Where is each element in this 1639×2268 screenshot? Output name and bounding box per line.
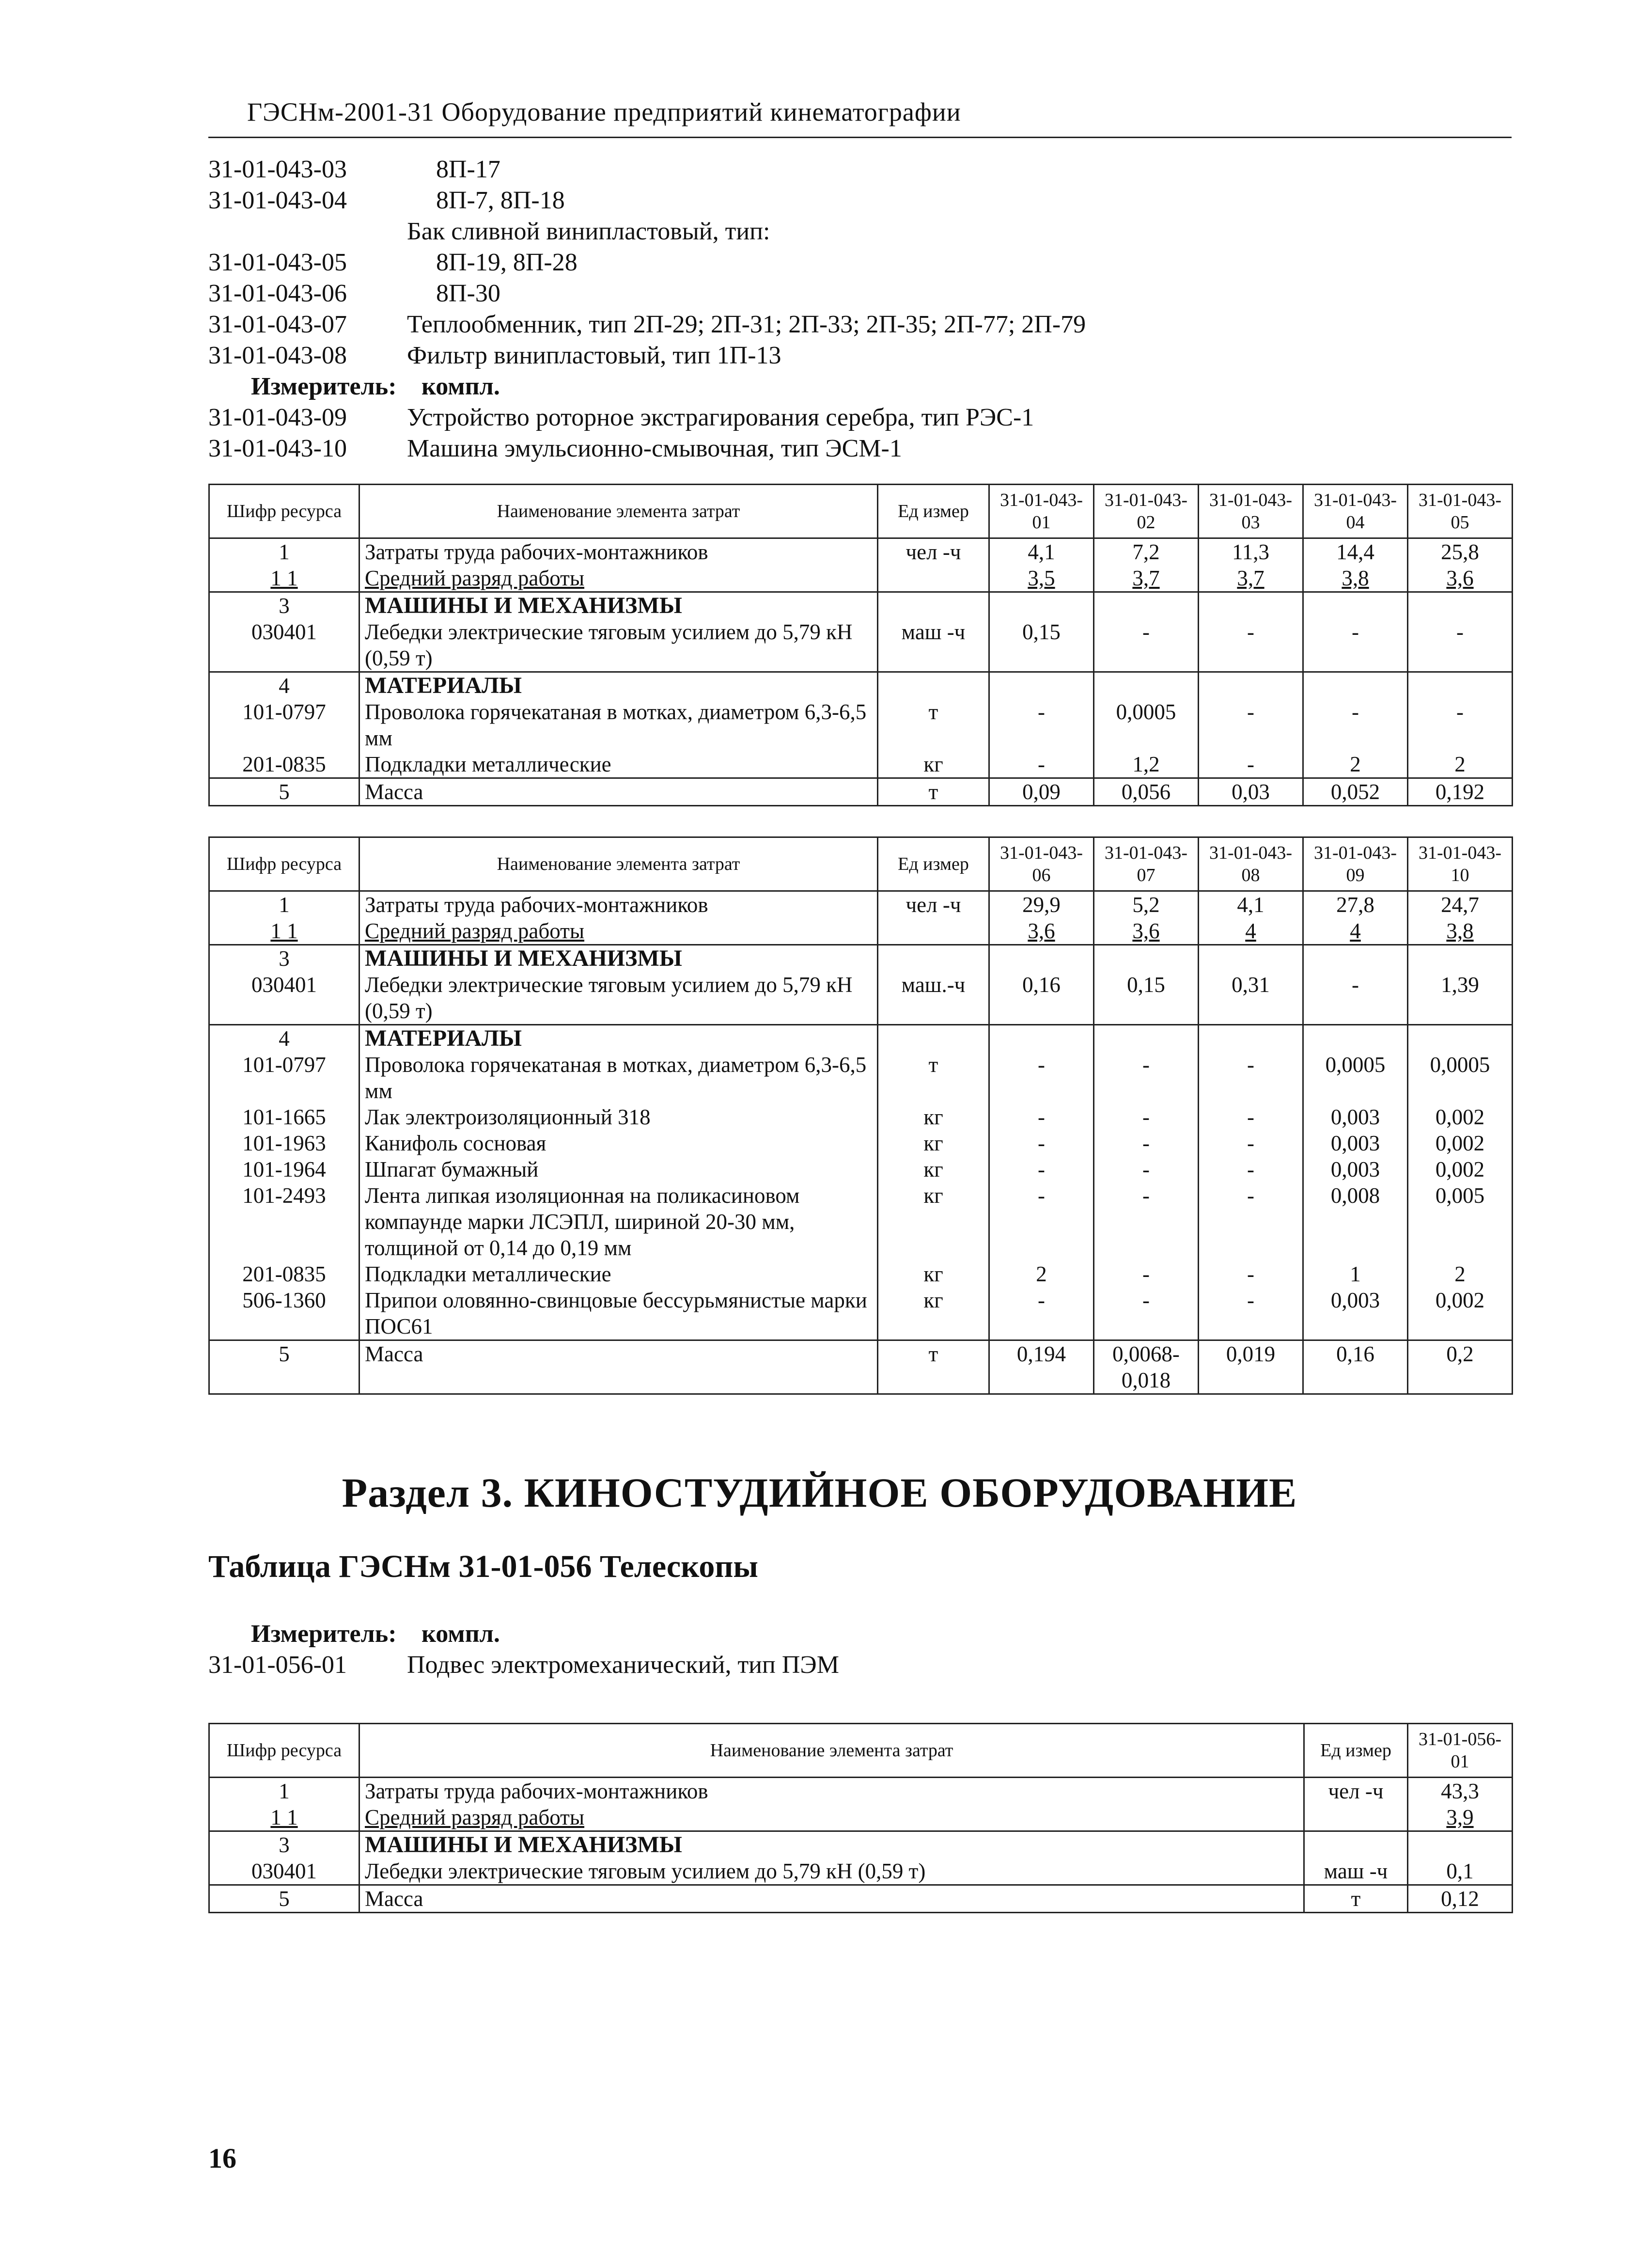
- row-value: -: [1199, 1182, 1303, 1261]
- row-value: [1408, 672, 1513, 699]
- table-row: [209, 945, 1513, 972]
- row-unit: чел -ч: [878, 538, 989, 566]
- row-code: 030401: [209, 1858, 359, 1885]
- item-desc: Подвес электромеханический, тип ПЭМ: [407, 1651, 839, 1679]
- row-value: [1094, 945, 1199, 972]
- list-item: [208, 309, 1468, 340]
- header-unit: Ед измер: [1304, 1724, 1408, 1778]
- row-unit: кг: [878, 1104, 989, 1130]
- measure-value: компл.: [421, 373, 500, 400]
- row-value: -: [1408, 619, 1513, 672]
- row-name: Лебедки электрические тяговым усилием до 5,79 кН (0,59 т): [359, 1858, 1304, 1885]
- header-name: Наименование элемента затрат: [359, 485, 878, 538]
- row-value: -: [1094, 1182, 1199, 1261]
- row-value: 3,6: [1408, 565, 1513, 592]
- table-row: [209, 1261, 1513, 1287]
- row-value: -: [1094, 1052, 1199, 1104]
- row-value: [1408, 1831, 1513, 1858]
- item-list: [208, 154, 1468, 464]
- row-value: -: [1094, 1261, 1199, 1287]
- table-row: [209, 592, 1513, 619]
- row-value: 0,2: [1408, 1340, 1513, 1394]
- row-value: 3,5: [989, 565, 1094, 592]
- item-code: 31-01-043-05: [208, 249, 347, 276]
- row-value: 0,194: [989, 1340, 1094, 1394]
- table-row: [209, 1104, 1513, 1130]
- row-value: 0,052: [1303, 778, 1408, 806]
- row-value: [1303, 592, 1408, 619]
- item-desc: 8П-7, 8П-18: [436, 187, 565, 214]
- row-value: 3,7: [1199, 565, 1303, 592]
- row-value: 0,0005: [1094, 699, 1199, 751]
- row-value: [989, 592, 1094, 619]
- row-value: 0,003: [1303, 1287, 1408, 1340]
- row-value: [1408, 592, 1513, 619]
- row-value: -: [1199, 1104, 1303, 1130]
- list-item: [208, 185, 1468, 216]
- header-code: Шифр ресурса: [209, 485, 359, 538]
- row-unit: кг: [878, 1287, 989, 1340]
- header-code: Шифр ресурса: [209, 1724, 359, 1778]
- table-row: [209, 699, 1513, 751]
- row-unit: т: [878, 1340, 989, 1394]
- table-header-row: [209, 485, 1513, 538]
- row-unit: кг: [878, 1156, 989, 1182]
- row-unit: чел -ч: [1304, 1778, 1408, 1805]
- header-norm-code: 31-01-043-03: [1199, 485, 1303, 538]
- header-code: Шифр ресурса: [209, 837, 359, 891]
- table-row: [209, 565, 1513, 592]
- row-value: 0,002: [1408, 1104, 1513, 1130]
- row-value: -: [1094, 619, 1199, 672]
- row-value: [1303, 672, 1408, 699]
- page-header: ГЭСНм-2001-31 Оборудование предприятий кинематографии: [247, 97, 961, 126]
- header-norm-code: 31-01-043-04: [1303, 485, 1408, 538]
- row-value: -: [989, 1287, 1094, 1340]
- row-unit: [1304, 1831, 1408, 1858]
- row-value: 0,008: [1303, 1182, 1408, 1261]
- row-unit: кг: [878, 1261, 989, 1287]
- row-code: 101-1665: [209, 1104, 359, 1130]
- item-desc: Фильтр винипластовый, тип 1П-13: [407, 342, 781, 369]
- row-value: 3,9: [1408, 1804, 1513, 1831]
- item-desc: Устройство роторное экстрагирования серебра, тип РЭС-1: [407, 404, 1034, 431]
- row-value: -: [989, 1182, 1094, 1261]
- row-value: 0,056: [1094, 778, 1199, 806]
- resource-table-2: [208, 836, 1513, 1395]
- row-unit: [878, 1025, 989, 1052]
- row-value: -: [1199, 1156, 1303, 1182]
- row-code: 506-1360: [209, 1287, 359, 1340]
- row-group-name: МАТЕРИАЛЫ: [359, 672, 878, 699]
- row-unit: маш -ч: [878, 619, 989, 672]
- row-value: -: [1199, 1261, 1303, 1287]
- row-code: 201-0835: [209, 751, 359, 778]
- row-value: 0,019: [1199, 1340, 1303, 1394]
- row-code: 1: [209, 891, 359, 918]
- row-value: 4: [1199, 918, 1303, 945]
- row-value: [1408, 1025, 1513, 1052]
- row-value: 5,2: [1094, 891, 1199, 918]
- row-value: 0,0068-0,018: [1094, 1340, 1199, 1394]
- table-row: [209, 891, 1513, 918]
- table-row: [209, 1340, 1513, 1394]
- row-name: Припои оловянно-свинцовые бессурьмянистые марки ПОС61: [359, 1287, 878, 1340]
- row-value: 4,1: [1199, 891, 1303, 918]
- row-value: -: [1199, 1287, 1303, 1340]
- row-value: 2: [1408, 1261, 1513, 1287]
- table-row: [209, 1778, 1513, 1805]
- row-value: 29,9: [989, 891, 1094, 918]
- row-value: -: [1094, 1130, 1199, 1156]
- header-norm-code: 31-01-043-05: [1408, 485, 1513, 538]
- header-norm-code: 31-01-043-06: [989, 837, 1094, 891]
- row-value: [1199, 945, 1303, 972]
- row-value: 2: [1303, 751, 1408, 778]
- list-item: [208, 433, 1468, 464]
- row-value: -: [989, 1104, 1094, 1130]
- page-number: 16: [208, 2142, 236, 2174]
- row-name: Затраты труда рабочих-монтажников: [359, 1778, 1304, 1805]
- header-norm-code: 31-01-043-02: [1094, 485, 1199, 538]
- row-value: -: [989, 1052, 1094, 1104]
- row-code: 1: [209, 538, 359, 566]
- row-unit: т: [878, 699, 989, 751]
- row-code: 4: [209, 1025, 359, 1052]
- row-name: Шпагат бумажный: [359, 1156, 878, 1182]
- list-item: [208, 216, 1468, 247]
- row-value: 43,3: [1408, 1778, 1513, 1805]
- table-row: [209, 751, 1513, 778]
- row-code: 101-1964: [209, 1156, 359, 1182]
- measure-line: [208, 1619, 1468, 1650]
- row-value: 0,09: [989, 778, 1094, 806]
- list-item: [208, 154, 1468, 185]
- list-item: [208, 1650, 1468, 1681]
- table-row: [209, 1885, 1513, 1913]
- header-name: Наименование элемента затрат: [359, 837, 878, 891]
- item-code: 31-01-043-04: [208, 187, 347, 214]
- row-value: -: [1303, 699, 1408, 751]
- resource-table-3: [208, 1723, 1513, 1913]
- row-value: 0,12: [1408, 1885, 1513, 1913]
- row-unit: кг: [878, 751, 989, 778]
- row-name: Проволока горячекатаная в мотках, диаметром 6,3-6,5 мм: [359, 699, 878, 751]
- table-row: [209, 1831, 1513, 1858]
- table-row: [209, 1052, 1513, 1104]
- row-unit: кг: [878, 1182, 989, 1261]
- row-value: -: [1199, 699, 1303, 751]
- table-header-row: [209, 1724, 1513, 1778]
- row-value: 27,8: [1303, 891, 1408, 918]
- row-value: [1303, 1025, 1408, 1052]
- row-code: 1 1: [209, 1804, 359, 1831]
- row-unit: т: [878, 1052, 989, 1104]
- row-unit: маш.-ч: [878, 972, 989, 1025]
- row-value: [989, 672, 1094, 699]
- row-name: Средний разряд работы: [359, 1804, 1304, 1831]
- row-value: 1,2: [1094, 751, 1199, 778]
- row-value: 0,16: [1303, 1340, 1408, 1394]
- row-name: Затраты труда рабочих-монтажников: [359, 891, 878, 918]
- header-norm-code: 31-01-043-07: [1094, 837, 1199, 891]
- row-name: Средний разряд работы: [359, 918, 878, 945]
- row-value: -: [989, 751, 1094, 778]
- item-code: 31-01-043-08: [208, 342, 347, 369]
- measure-block-2: [208, 1619, 1468, 1681]
- row-value: 3,6: [1094, 918, 1199, 945]
- row-code: 5: [209, 1340, 359, 1394]
- measure-label: Измеритель:: [251, 373, 397, 400]
- table-row: [209, 1858, 1513, 1885]
- header-norm-code: 31-01-043-08: [1199, 837, 1303, 891]
- row-value: 0,16: [989, 972, 1094, 1025]
- item-code: 31-01-043-07: [208, 311, 347, 338]
- row-unit: [878, 672, 989, 699]
- row-unit: т: [1304, 1885, 1408, 1913]
- table-row: [209, 619, 1513, 672]
- row-value: 0,002: [1408, 1156, 1513, 1182]
- row-value: 3,8: [1303, 565, 1408, 592]
- row-code: 030401: [209, 619, 359, 672]
- row-group-name: МАШИНЫ И МЕХАНИЗМЫ: [359, 592, 878, 619]
- row-group-name: МАТЕРИАЛЫ: [359, 1025, 878, 1052]
- table-row: [209, 918, 1513, 945]
- item-code: 31-01-043-10: [208, 435, 347, 462]
- row-value: 0,002: [1408, 1130, 1513, 1156]
- row-value: 25,8: [1408, 538, 1513, 566]
- measure-line: [208, 371, 1468, 402]
- row-value: 0,1: [1408, 1858, 1513, 1885]
- row-unit: [878, 945, 989, 972]
- row-code: 101-1963: [209, 1130, 359, 1156]
- row-value: 0,003: [1303, 1156, 1408, 1182]
- row-value: 0,005: [1408, 1182, 1513, 1261]
- resource-table-1: [208, 484, 1513, 806]
- table-header-row: [209, 837, 1513, 891]
- row-value: 4,1: [989, 538, 1094, 566]
- row-unit: [1304, 1804, 1408, 1831]
- item-code: 31-01-043-03: [208, 156, 347, 183]
- item-code: 31-01-043-06: [208, 280, 347, 307]
- header-name: Наименование элемента затрат: [359, 1724, 1304, 1778]
- table-row: [209, 1804, 1513, 1831]
- table-row: [209, 778, 1513, 806]
- row-code: 101-2493: [209, 1182, 359, 1261]
- row-name: Подкладки металлические: [359, 751, 878, 778]
- row-value: [1199, 672, 1303, 699]
- row-value: [1303, 945, 1408, 972]
- row-code: 3: [209, 1831, 359, 1858]
- row-value: 3,6: [989, 918, 1094, 945]
- table-row: [209, 972, 1513, 1025]
- row-name: Проволока горячекатаная в мотках, диаметром 6,3-6,5 мм: [359, 1052, 878, 1104]
- row-value: -: [1303, 972, 1408, 1025]
- header-norm-code: 31-01-043-10: [1408, 837, 1513, 891]
- row-value: 11,3: [1199, 538, 1303, 566]
- list-item: [208, 402, 1468, 433]
- item-code: 31-01-056-01: [208, 1651, 347, 1679]
- row-name: Лебедки электрические тяговым усилием до 5,79 кН (0,59 т): [359, 972, 878, 1025]
- row-unit: [878, 592, 989, 619]
- list-item: [208, 278, 1468, 309]
- row-value: [1094, 592, 1199, 619]
- row-group-name: МАШИНЫ И МЕХАНИЗМЫ: [359, 945, 878, 972]
- row-value: -: [1408, 699, 1513, 751]
- header-norm-code: 31-01-043-09: [1303, 837, 1408, 891]
- section-title: Раздел 3. КИНОСТУДИЙНОЕ ОБОРУДОВАНИЕ: [342, 1469, 1297, 1516]
- row-group-name: МАШИНЫ И МЕХАНИЗМЫ: [359, 1831, 1304, 1858]
- row-code: 3: [209, 592, 359, 619]
- item-desc: 8П-17: [436, 156, 500, 183]
- row-value: [989, 945, 1094, 972]
- row-value: 0,003: [1303, 1104, 1408, 1130]
- row-value: [1199, 592, 1303, 619]
- row-code: 4: [209, 672, 359, 699]
- row-value: 3,7: [1094, 565, 1199, 592]
- table-row: [209, 1287, 1513, 1340]
- row-value: -: [1303, 619, 1408, 672]
- item-desc: Теплообменник, тип 2П-29; 2П-31; 2П-33; 2П-35; 2П-77; 2П-79: [407, 311, 1086, 338]
- row-value: 0,03: [1199, 778, 1303, 806]
- row-value: -: [1199, 1052, 1303, 1104]
- row-value: 3,8: [1408, 918, 1513, 945]
- table-row: [209, 1182, 1513, 1261]
- row-unit: [878, 918, 989, 945]
- table-title: Таблица ГЭСНм 31-01-056 Телескопы: [208, 1549, 758, 1584]
- row-value: -: [989, 699, 1094, 751]
- item-desc: Машина эмульсионно-смывочная, тип ЭСМ-1: [407, 435, 902, 462]
- row-unit: [878, 565, 989, 592]
- row-name: Лента липкая изоляционная на поликасиновом компаунде марки ЛСЭПЛ, шириной 20-30 мм, толщиной от 0,14 до 0,19 мм: [359, 1182, 878, 1261]
- header-rule: [208, 137, 1512, 138]
- row-value: [1408, 945, 1513, 972]
- row-value: [1094, 672, 1199, 699]
- table-row: [209, 1130, 1513, 1156]
- row-value: [1199, 1025, 1303, 1052]
- row-unit: кг: [878, 1130, 989, 1156]
- row-code: 3: [209, 945, 359, 972]
- row-name: Масса: [359, 1885, 1304, 1913]
- row-code: 1 1: [209, 918, 359, 945]
- row-value: -: [1199, 619, 1303, 672]
- row-code: 5: [209, 1885, 359, 1913]
- table-row: [209, 1156, 1513, 1182]
- row-value: 0,002: [1408, 1287, 1513, 1340]
- row-name: Масса: [359, 1340, 878, 1394]
- table-row: [209, 672, 1513, 699]
- row-value: 0,15: [989, 619, 1094, 672]
- row-value: 1: [1303, 1261, 1408, 1287]
- row-value: -: [1094, 1287, 1199, 1340]
- row-value: 7,2: [1094, 538, 1199, 566]
- row-value: 0,003: [1303, 1130, 1408, 1156]
- row-code: 1: [209, 1778, 359, 1805]
- row-value: 2: [989, 1261, 1094, 1287]
- list-item: [208, 340, 1468, 371]
- row-code: 1 1: [209, 565, 359, 592]
- row-name: Затраты труда рабочих-монтажников: [359, 538, 878, 566]
- measure-label: Измеритель:: [251, 1620, 397, 1648]
- row-value: -: [1094, 1156, 1199, 1182]
- row-value: 14,4: [1303, 538, 1408, 566]
- row-value: 0,15: [1094, 972, 1199, 1025]
- row-code: 201-0835: [209, 1261, 359, 1287]
- table-row: [209, 538, 1513, 566]
- row-code: 5: [209, 778, 359, 806]
- row-code: 101-0797: [209, 1052, 359, 1104]
- row-value: -: [1199, 751, 1303, 778]
- item-desc: 8П-19, 8П-28: [436, 249, 578, 276]
- item-desc: 8П-30: [436, 280, 500, 307]
- row-value: [989, 1025, 1094, 1052]
- row-value: 4: [1303, 918, 1408, 945]
- header-norm-code: 31-01-043-01: [989, 485, 1094, 538]
- header-norm-code: 31-01-056-01: [1408, 1724, 1513, 1778]
- row-value: -: [1094, 1104, 1199, 1130]
- row-value: -: [1199, 1130, 1303, 1156]
- item-code: 31-01-043-09: [208, 404, 347, 431]
- table-row: [209, 1025, 1513, 1052]
- row-value: 0,31: [1199, 972, 1303, 1025]
- row-value: 24,7: [1408, 891, 1513, 918]
- item-desc: Бак сливной винипластовый, тип:: [407, 218, 770, 245]
- row-unit: т: [878, 778, 989, 806]
- row-name: Канифоль сосновая: [359, 1130, 878, 1156]
- row-unit: маш -ч: [1304, 1858, 1408, 1885]
- row-value: 0,0005: [1303, 1052, 1408, 1104]
- row-value: 1,39: [1408, 972, 1513, 1025]
- row-value: 2: [1408, 751, 1513, 778]
- row-name: Средний разряд работы: [359, 565, 878, 592]
- row-name: Лебедки электрические тяговым усилием до 5,79 кН (0,59 т): [359, 619, 878, 672]
- row-code: 030401: [209, 972, 359, 1025]
- row-unit: чел -ч: [878, 891, 989, 918]
- row-name: Лак электроизоляционный 318: [359, 1104, 878, 1130]
- header-unit: Ед измер: [878, 485, 989, 538]
- row-value: 0,192: [1408, 778, 1513, 806]
- row-value: -: [989, 1130, 1094, 1156]
- row-value: 0,0005: [1408, 1052, 1513, 1104]
- row-name: Подкладки металлические: [359, 1261, 878, 1287]
- row-code: 101-0797: [209, 699, 359, 751]
- measure-value: компл.: [421, 1620, 500, 1648]
- header-unit: Ед измер: [878, 837, 989, 891]
- row-value: -: [989, 1156, 1094, 1182]
- list-item: [208, 247, 1468, 278]
- row-name: Масса: [359, 778, 878, 806]
- row-value: [1094, 1025, 1199, 1052]
